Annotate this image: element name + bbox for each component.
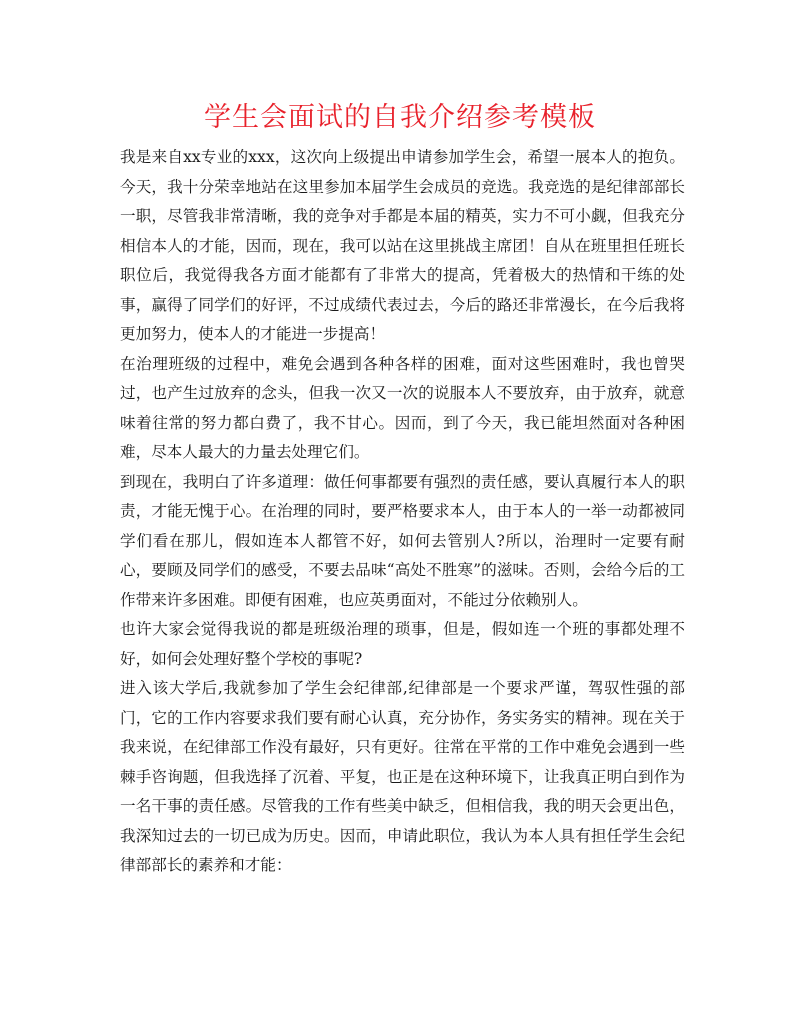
paragraph-4: 也许大家会觉得我说的都是班级治理的琐事，但是，假如连一个班的事都处理不好，如何会处理好整个学校的事呢? bbox=[120, 620, 685, 668]
document-title: 学生会面试的自我介绍参考模板 bbox=[204, 102, 596, 133]
paragraph-1: 我是来自xx专业的xxx，这次向上级提出申请参加学生会，希望一展本人的抱负。今天，我十分荣幸地站在这里参加本届学生会成员的竞选。我竞选的是纪律部部长一职，尽管我非常清晰，我的竞争对手都是本届的精英，实力不可小觑，但我充分相信本人的才能，因而，现在，我可以站在这里挑战主席团！自从在班里担任班长职位后，我觉得我各方面才能都有了非常大的提高，凭着极大的热情和干练的处事，赢得了同学们的好评，不过成绩代表过去，今后的路还非常漫长，在今后我将更加努力，使本人的才能进一步提高！ bbox=[120, 148, 685, 343]
document-body bbox=[120, 143, 685, 881]
paragraph-3: 到现在，我明白了许多道理：做任何事都要有强烈的责任感，要认真履行本人的职责，才能无愧于心。在治理的同时，要严格要求本人，由于本人的一举一动都被同学们看在那儿，假如连本人都管不好，如何去管别人?所以，治理时一定要有耐心，要顾及同学们的感受，不要去品味“高处不胜寒”的滋味。否则，会给今后的工作带来许多困难。即便有困难，也应英勇面对，不能过分依赖别人。 bbox=[120, 472, 685, 609]
paragraph-5: 进入该大学后,我就参加了学生会纪律部,纪律部是一个要求严谨，驾驭性强的部门，它的工作内容要求我们要有耐心认真，充分协作，务实务实的精神。现在关于我来说，在纪律部工作没有最好，只有更好。往常在平常的工作中难免会遇到一些棘手咨询题，但我选择了沉着、平复，也正是在这种环境下，让我真正明白到作为一名干事的责任感。尽管我的工作有些美中缺乏，但相信我，我的明天会更出色，我深知过去的一切已成为历史。因而，申请此职位，我认为本人具有担任学生会纪律部部长的素养和才能： bbox=[120, 679, 685, 874]
paragraph-2: 在治理班级的过程中，难免会遇到各种各样的困难，面对这些困难时，我也曾哭过，也产生过放弃的念头，但我一次又一次的说服本人不要放弃，由于放弃，就意味着往常的努力都白费了，我不甘心。因而，到了今天，我已能坦然面对各种困难，尽本人最大的力量去处理它们。 bbox=[120, 354, 685, 461]
